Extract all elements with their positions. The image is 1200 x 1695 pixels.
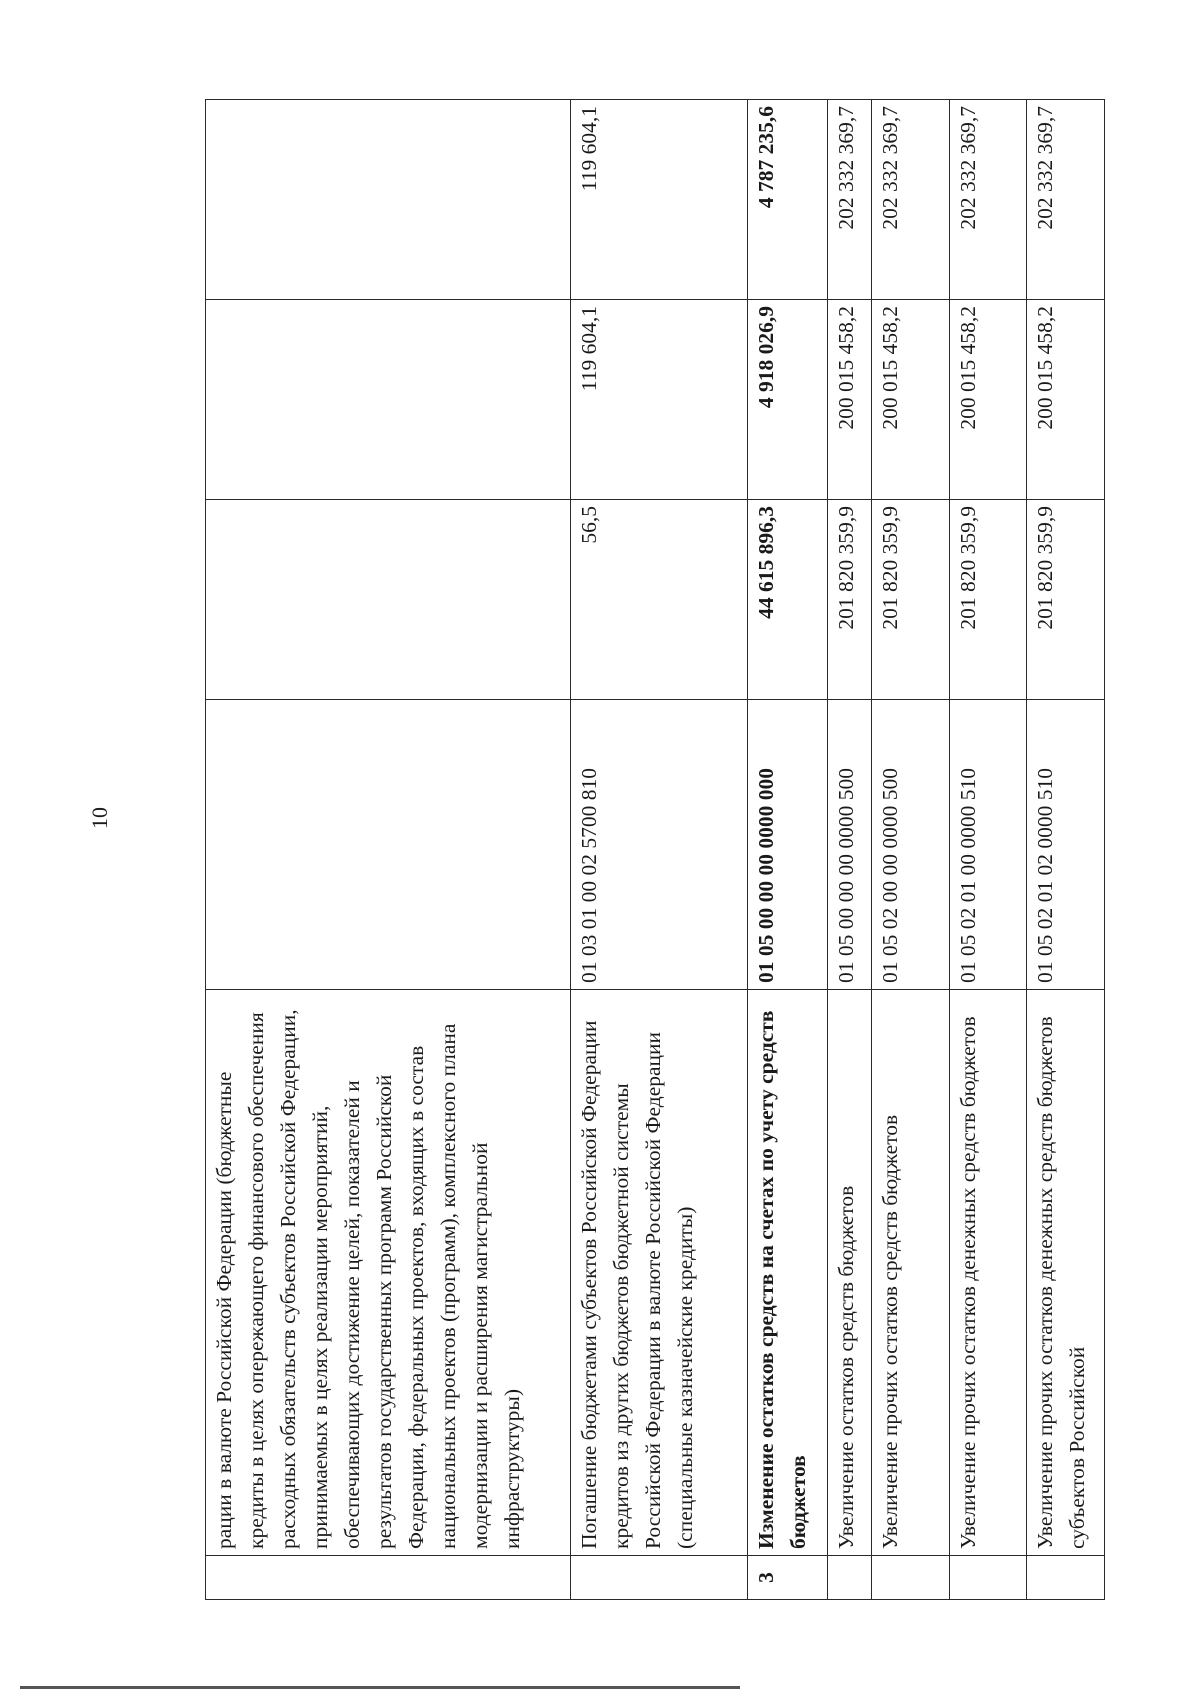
row-value-cell-3: 202 332 369,7 [872, 100, 950, 300]
row-value-cell-2: 200 015 458,2 [949, 300, 1027, 500]
table-row [872, 100, 950, 1600]
table-row [949, 100, 1027, 1600]
row-code-cell: 01 05 02 01 02 0000 510 [1027, 700, 1105, 990]
row-value-cell-2: 200 015 458,2 [828, 300, 872, 500]
table-row [748, 100, 828, 1600]
row-code-cell: 01 05 00 00 00 0000 000 [748, 700, 828, 990]
row-index-cell [828, 1556, 872, 1600]
row-code-cell: 01 05 02 00 00 0000 500 [872, 700, 950, 990]
row-name-cell: Увеличение остатков средств бюджетов [828, 990, 872, 1556]
row-value-cell-2: 200 015 458,2 [1027, 300, 1105, 500]
row-value-cell-3 [206, 100, 571, 300]
budget-sources-table [205, 99, 1105, 1600]
row-value-cell-3: 4 787 235,6 [748, 100, 828, 300]
row-value-cell-3: 202 332 369,7 [1027, 100, 1105, 300]
row-value-cell-1: 201 820 359,9 [872, 500, 950, 700]
row-index-cell [872, 1556, 950, 1600]
row-value-cell-2: 4 918 026,9 [748, 300, 828, 500]
row-value-cell-2: 119 604,1 [571, 300, 748, 500]
row-index-cell [949, 1556, 1027, 1600]
row-value-cell-3: 119 604,1 [571, 100, 748, 300]
table-row [828, 100, 872, 1600]
page-edge-rule [20, 1686, 740, 1689]
row-value-cell-1 [206, 500, 571, 700]
row-value-cell-3: 202 332 369,7 [828, 100, 872, 300]
row-code-cell: 01 05 02 01 00 0000 510 [949, 700, 1027, 990]
table-row [206, 100, 571, 1600]
row-name-cell: Увеличение прочих остатков денежных средств бюджетов субъектов Российской [1027, 990, 1105, 1556]
row-value-cell-3: 202 332 369,7 [949, 100, 1027, 300]
row-value-cell-1: 44 615 896,3 [748, 500, 828, 700]
row-value-cell-2 [206, 300, 571, 500]
row-code-cell [206, 700, 571, 990]
row-index-cell: 3 [748, 1556, 828, 1600]
row-name-cell: Погашение бюджетами субъектов Российской Федерации кредитов из других бюджетов бюджетной системы Российской Федерации в валюте Российской Федерации (специальные казначейские кредиты) [571, 990, 748, 1556]
row-name-cell: Изменение остатков средств на счетах по учету средств бюджетов [748, 990, 828, 1556]
row-code-cell: 01 03 01 00 02 5700 810 [571, 700, 748, 990]
row-value-cell-1: 201 820 359,9 [949, 500, 1027, 700]
row-name-cell: Увеличение прочих остатков денежных средств бюджетов [949, 990, 1027, 1556]
row-index-cell [1027, 1556, 1105, 1600]
row-code-cell: 01 05 00 00 00 0000 500 [828, 700, 872, 990]
row-value-cell-1: 56,5 [571, 500, 748, 700]
table-row [571, 100, 748, 1600]
row-index-cell [571, 1556, 748, 1600]
table-row [1027, 100, 1105, 1600]
row-name-cell: рации в валюте Российской Федерации (бюджетные кредиты в целях опережающего финансового обеспечения расходных обязательств субъектов Российской Федерации, принимаемых в целях реализации мероприятий, обеспечивающих достижение целей, показателей и результатов государственных программ Российской Федерации, федеральных проектов, входящих в состав национальных проектов (программ), комплексного плана модернизации и расширения магистральной инфраструктуры) [206, 990, 571, 1556]
budget-table-container [205, 100, 1105, 1600]
row-value-cell-1: 201 820 359,9 [1027, 500, 1105, 700]
row-index-cell [206, 1556, 571, 1600]
row-name-cell: Увеличение прочих остатков средств бюджетов [872, 990, 950, 1556]
row-value-cell-1: 201 820 359,9 [828, 500, 872, 700]
page-number: 10 [87, 807, 112, 829]
row-value-cell-2: 200 015 458,2 [872, 300, 950, 500]
